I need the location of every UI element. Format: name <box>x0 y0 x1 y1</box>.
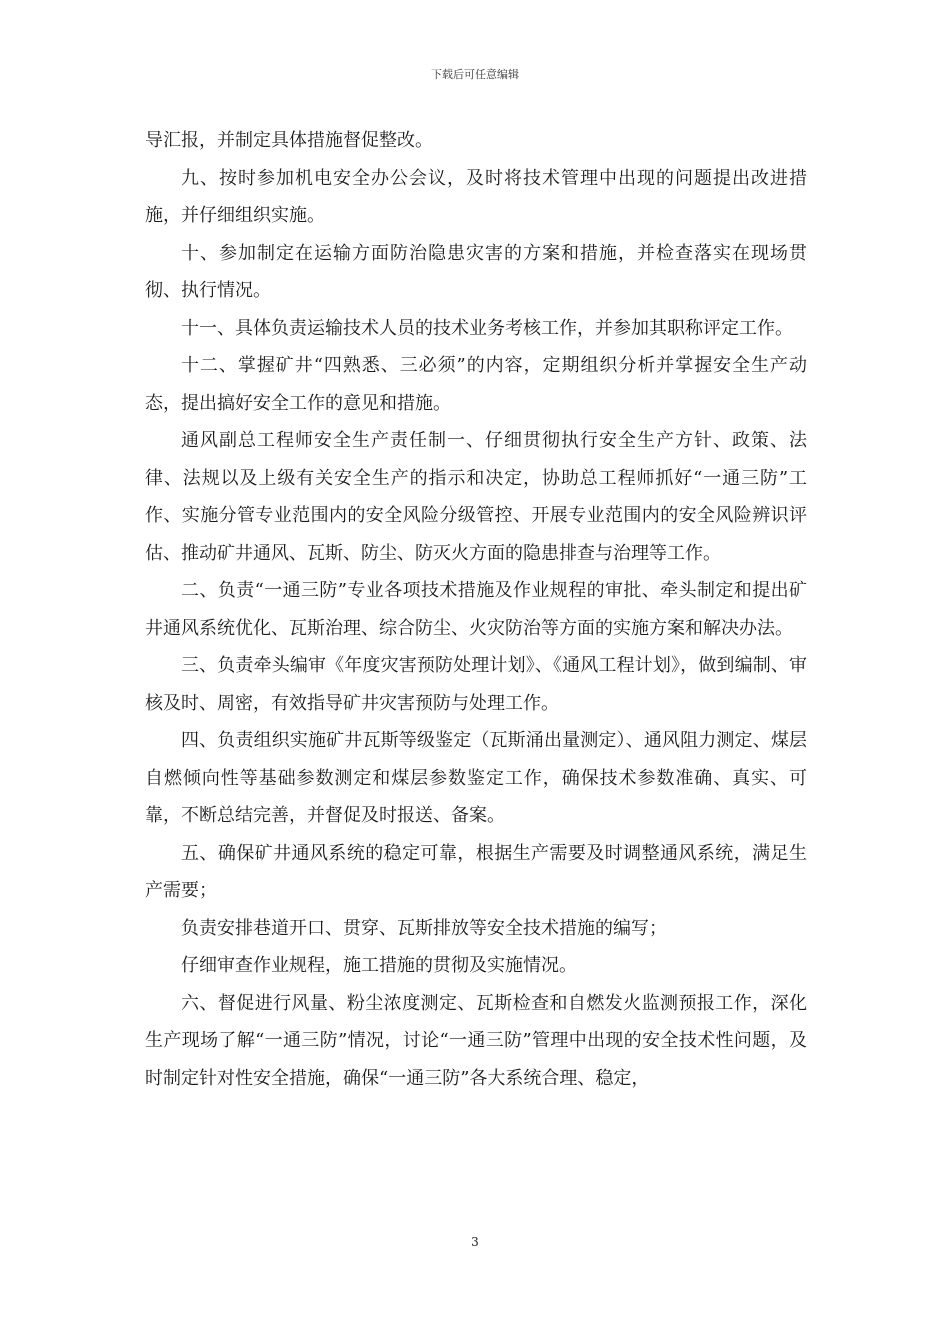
paragraph-0: 导汇报，并制定具体措施督促整改。 <box>145 130 433 151</box>
page-header: 下载后可任意编辑 <box>431 68 519 81</box>
paragraph-5: 通风副总工程师安全生产责任制一、仔细贯彻执行安全生产方针、政策、法律、法规以及上级有关安全生产的指示和决定，协助总工程师抓好“一通三防”工作、实施分管专业范围内的安全风险分级管控、开展专业范围内的安全风险辨识评估、推动矿井通风、瓦斯、防尘、防灭火方面的隐患排查与治理等工作。 <box>145 430 807 564</box>
paragraph-8: 四、负责组织实施矿井瓦斯等级鉴定（瓦斯涌出量测定）、通风阻力测定、煤层自燃倾向性等基础参数测定和煤层参数鉴定工作，确保技术参数准确、真实、可靠，不断总结完善，并督促及时报送、备案。 <box>145 730 807 826</box>
document-body <box>145 122 807 1097</box>
paragraph-2: 十、参加制定在运输方面防治隐患灾害的方案和措施，并检查落实在现场贯彻、执行情况。 <box>145 242 807 301</box>
paragraph-4: 十二、掌握矿井“四熟悉、三必须”的内容，定期组织分析并掌握安全生产动态，提出搞好安全工作的意见和措施。 <box>145 355 807 414</box>
paragraph-1: 九、按时参加机电安全办公会议，及时将技术管理中出现的问题提出改进措施，并仔细组织实施。 <box>145 167 807 226</box>
paragraph-6: 二、负责“一通三防”专业各项技术措施及作业规程的审批、牵头制定和提出矿井通风系统优化、瓦斯治理、综合防尘、火灾防治等方面的实施方案和解决办法。 <box>145 580 807 639</box>
page-number: 3 <box>471 1235 479 1249</box>
paragraph-11: 仔细审查作业规程，施工措施的贯彻及实施情况。 <box>181 955 577 976</box>
paragraph-7: 三、负责牵头编审《年度灾害预防处理计划》、《通风工程计划》，做到编制、审核及时、周密，有效指导矿井灾害预防与处理工作。 <box>145 655 807 714</box>
paragraph-9: 五、确保矿井通风系统的稳定可靠，根据生产需要及时调整通风系统，满足生产需要； <box>145 842 807 901</box>
paragraph-3: 十一、具体负责运输技术人员的技术业务考核工作，并参加其职称评定工作。 <box>181 317 793 339</box>
paragraph-12: 六、督促进行风量、粉尘浓度测定、瓦斯检查和自燃发火监测预报工作，深化生产现场了解“一通三防”情况，讨论“一通三防”管理中出现的安全技术性问题，及时制定针对性安全措施，确保“一通三防”各大系统合理、稳定， <box>145 992 807 1089</box>
paragraph-10: 负责安排巷道开口、贯穿、瓦斯排放等安全技术措施的编写； <box>181 917 667 939</box>
